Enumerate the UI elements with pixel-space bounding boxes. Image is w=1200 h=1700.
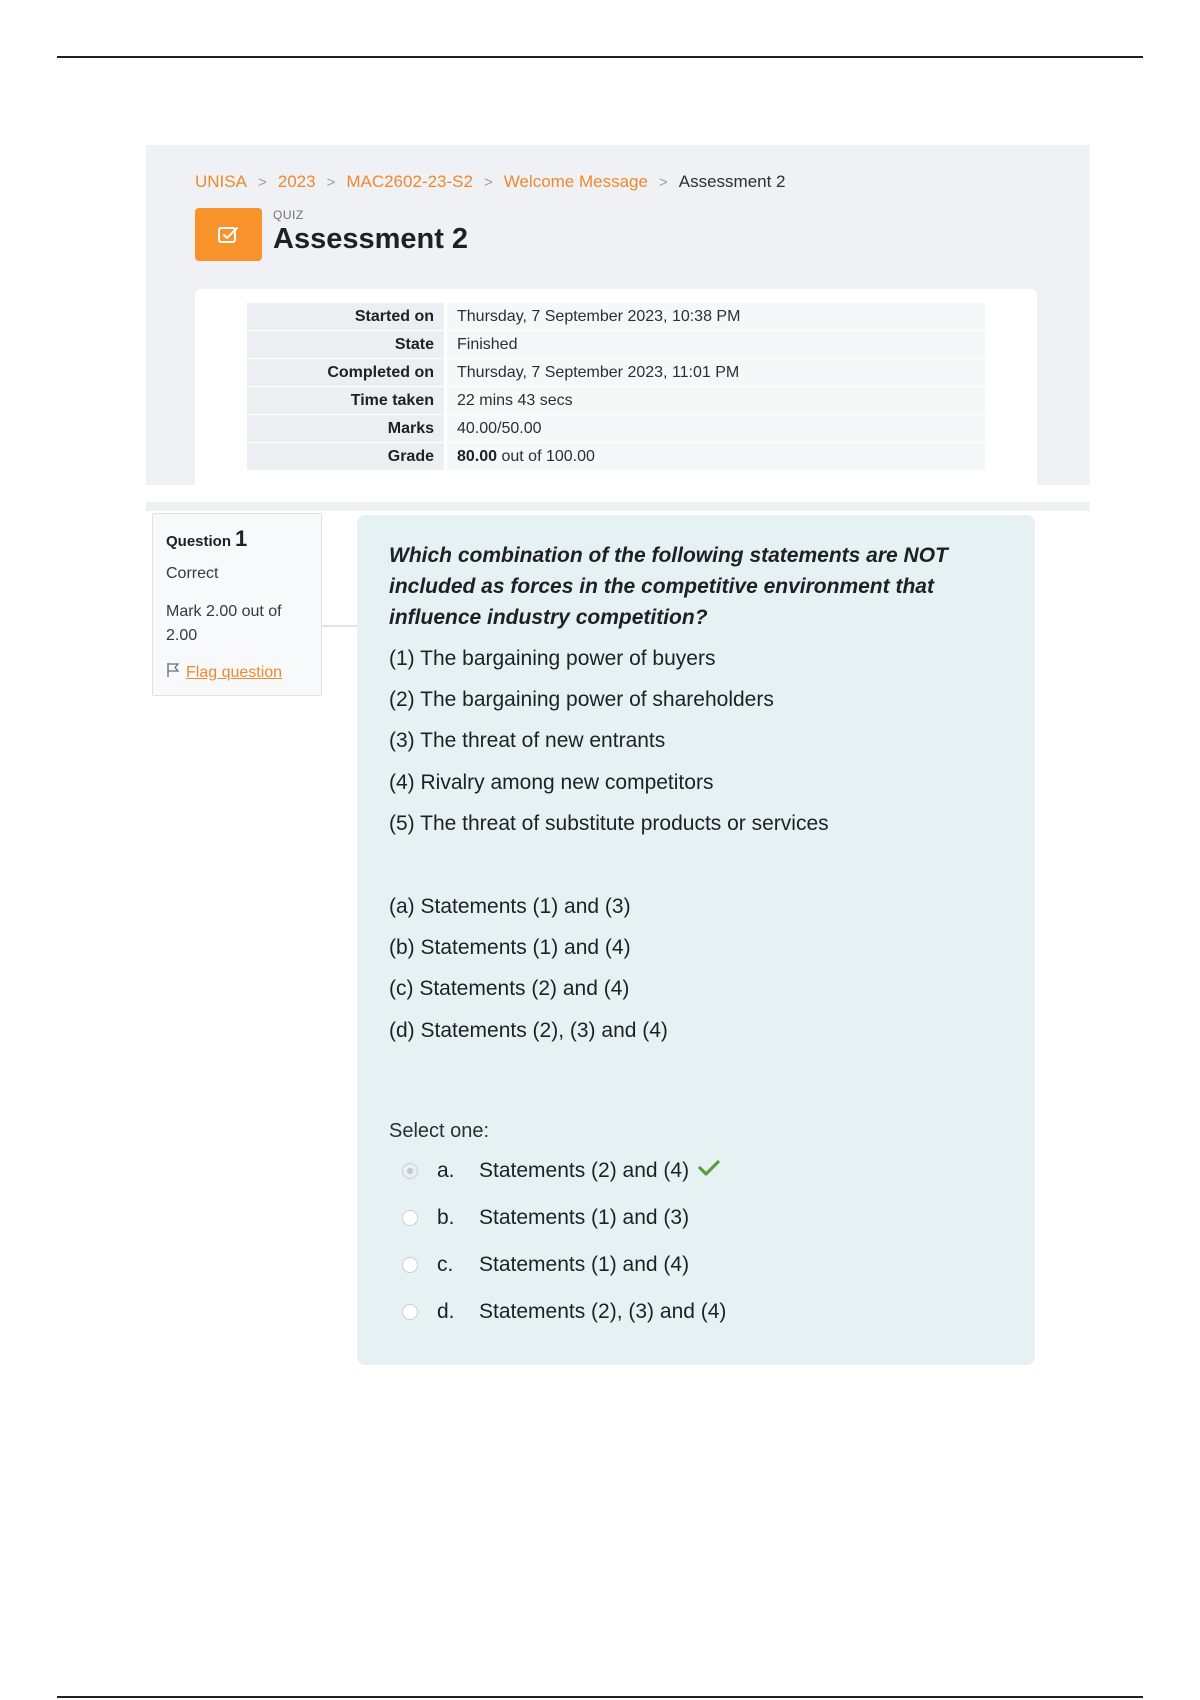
summary-label: State	[247, 331, 446, 359]
summary-label: Marks	[247, 415, 446, 443]
question-state: Correct	[166, 565, 219, 582]
summary-value: Thursday, 7 September 2023, 10:38 PM	[446, 303, 986, 331]
summary-row-completed	[247, 359, 985, 387]
answer-text: Statements (2) and (4)	[479, 1159, 690, 1182]
summary-value: Finished	[446, 331, 986, 359]
summary-row-grade	[247, 443, 985, 471]
answer-text: Statements (2), (3) and (4)	[479, 1300, 727, 1323]
summary-label: Time taken	[247, 387, 446, 415]
page-top-rule	[57, 56, 1143, 58]
attempt-summary-table	[247, 303, 985, 471]
answer-letter: c.	[437, 1253, 454, 1276]
grade-out-of: out of 100.00	[497, 447, 595, 465]
summary-label: Completed on	[247, 359, 446, 387]
statement-item: (5) The threat of substitute products or services	[389, 812, 829, 835]
summary-value: 40.00/50.00	[446, 415, 986, 443]
question-text: Which combination of the following statements are NOT included as forces in the competitive environment that influence industry competition?	[389, 544, 948, 629]
breadcrumb-link-year[interactable]: 2023	[277, 172, 316, 191]
choice-combination: (b) Statements (1) and (4)	[389, 936, 631, 959]
breadcrumb-link-unisa[interactable]: UNISA	[195, 172, 247, 191]
choice-combination: (d) Statements (2), (3) and (4)	[389, 1019, 668, 1042]
divider	[146, 502, 1090, 511]
answer-letter: d.	[437, 1300, 455, 1323]
page-title: Assessment 2	[273, 223, 469, 255]
summary-label: Grade	[247, 443, 446, 471]
grade-value: 80.00	[457, 447, 498, 465]
flag-icon	[166, 662, 180, 683]
correct-check-icon	[697, 1159, 721, 1183]
select-one-label: Select one:	[389, 1120, 490, 1142]
answer-radio[interactable]	[402, 1163, 418, 1179]
answer-text: Statements (1) and (4)	[479, 1253, 690, 1276]
choice-combination: (a) Statements (1) and (3)	[389, 895, 631, 918]
breadcrumb-separator: >	[257, 173, 267, 191]
question-content	[357, 515, 1035, 1365]
quiz-header-region	[146, 145, 1090, 485]
quiz-checkbox-icon	[195, 208, 262, 261]
answer-radio[interactable]	[402, 1210, 418, 1226]
question-number	[166, 526, 247, 552]
statement-item: (1) The bargaining power of buyers	[389, 647, 716, 670]
summary-value: 22 mins 43 secs	[446, 387, 986, 415]
answer-letter: b.	[437, 1206, 455, 1229]
summary-row-marks	[247, 415, 985, 443]
summary-label: Started on	[247, 303, 446, 331]
statement-item: (4) Rivalry among new competitors	[389, 771, 714, 794]
answer-option-a[interactable]	[402, 1156, 721, 1186]
question-info-box	[152, 513, 322, 696]
answer-radio[interactable]	[402, 1257, 418, 1273]
question-label: Question	[166, 533, 232, 550]
breadcrumb-separator: >	[326, 173, 336, 191]
activity-type-label: QUIZ	[273, 208, 304, 222]
answer-text: Statements (1) and (3)	[479, 1206, 690, 1229]
breadcrumb-link-course[interactable]: MAC2602-23-S2	[346, 172, 473, 191]
flag-question-link[interactable]: Flag question	[186, 663, 283, 681]
attempt-summary-card	[195, 289, 1037, 485]
answer-radio[interactable]	[402, 1304, 418, 1320]
summary-value: Thursday, 7 September 2023, 11:01 PM	[446, 359, 986, 387]
answer-option-d[interactable]	[402, 1297, 726, 1327]
summary-row-time-taken	[247, 387, 985, 415]
breadcrumb-separator: >	[483, 173, 493, 191]
answer-option-b[interactable]	[402, 1203, 689, 1233]
statement-item: (3) The threat of new entrants	[389, 729, 666, 752]
breadcrumb	[195, 172, 786, 192]
statement-item: (2) The bargaining power of shareholders	[389, 688, 774, 711]
summary-value	[446, 443, 986, 471]
page-bottom-rule	[57, 1696, 1143, 1698]
flag-question-button[interactable]	[166, 662, 282, 683]
breadcrumb-current: Assessment 2	[678, 172, 786, 191]
choice-combination: (c) Statements (2) and (4)	[389, 977, 630, 1000]
answer-option-c[interactable]	[402, 1250, 689, 1280]
question-mark: Mark 2.00 out of 2.00	[166, 603, 282, 644]
breadcrumb-separator: >	[658, 173, 668, 191]
summary-row-state	[247, 331, 985, 359]
question-number-value: 1	[235, 526, 248, 551]
answer-letter: a.	[437, 1159, 455, 1182]
breadcrumb-link-section[interactable]: Welcome Message	[503, 172, 648, 191]
summary-row-started	[247, 303, 985, 331]
